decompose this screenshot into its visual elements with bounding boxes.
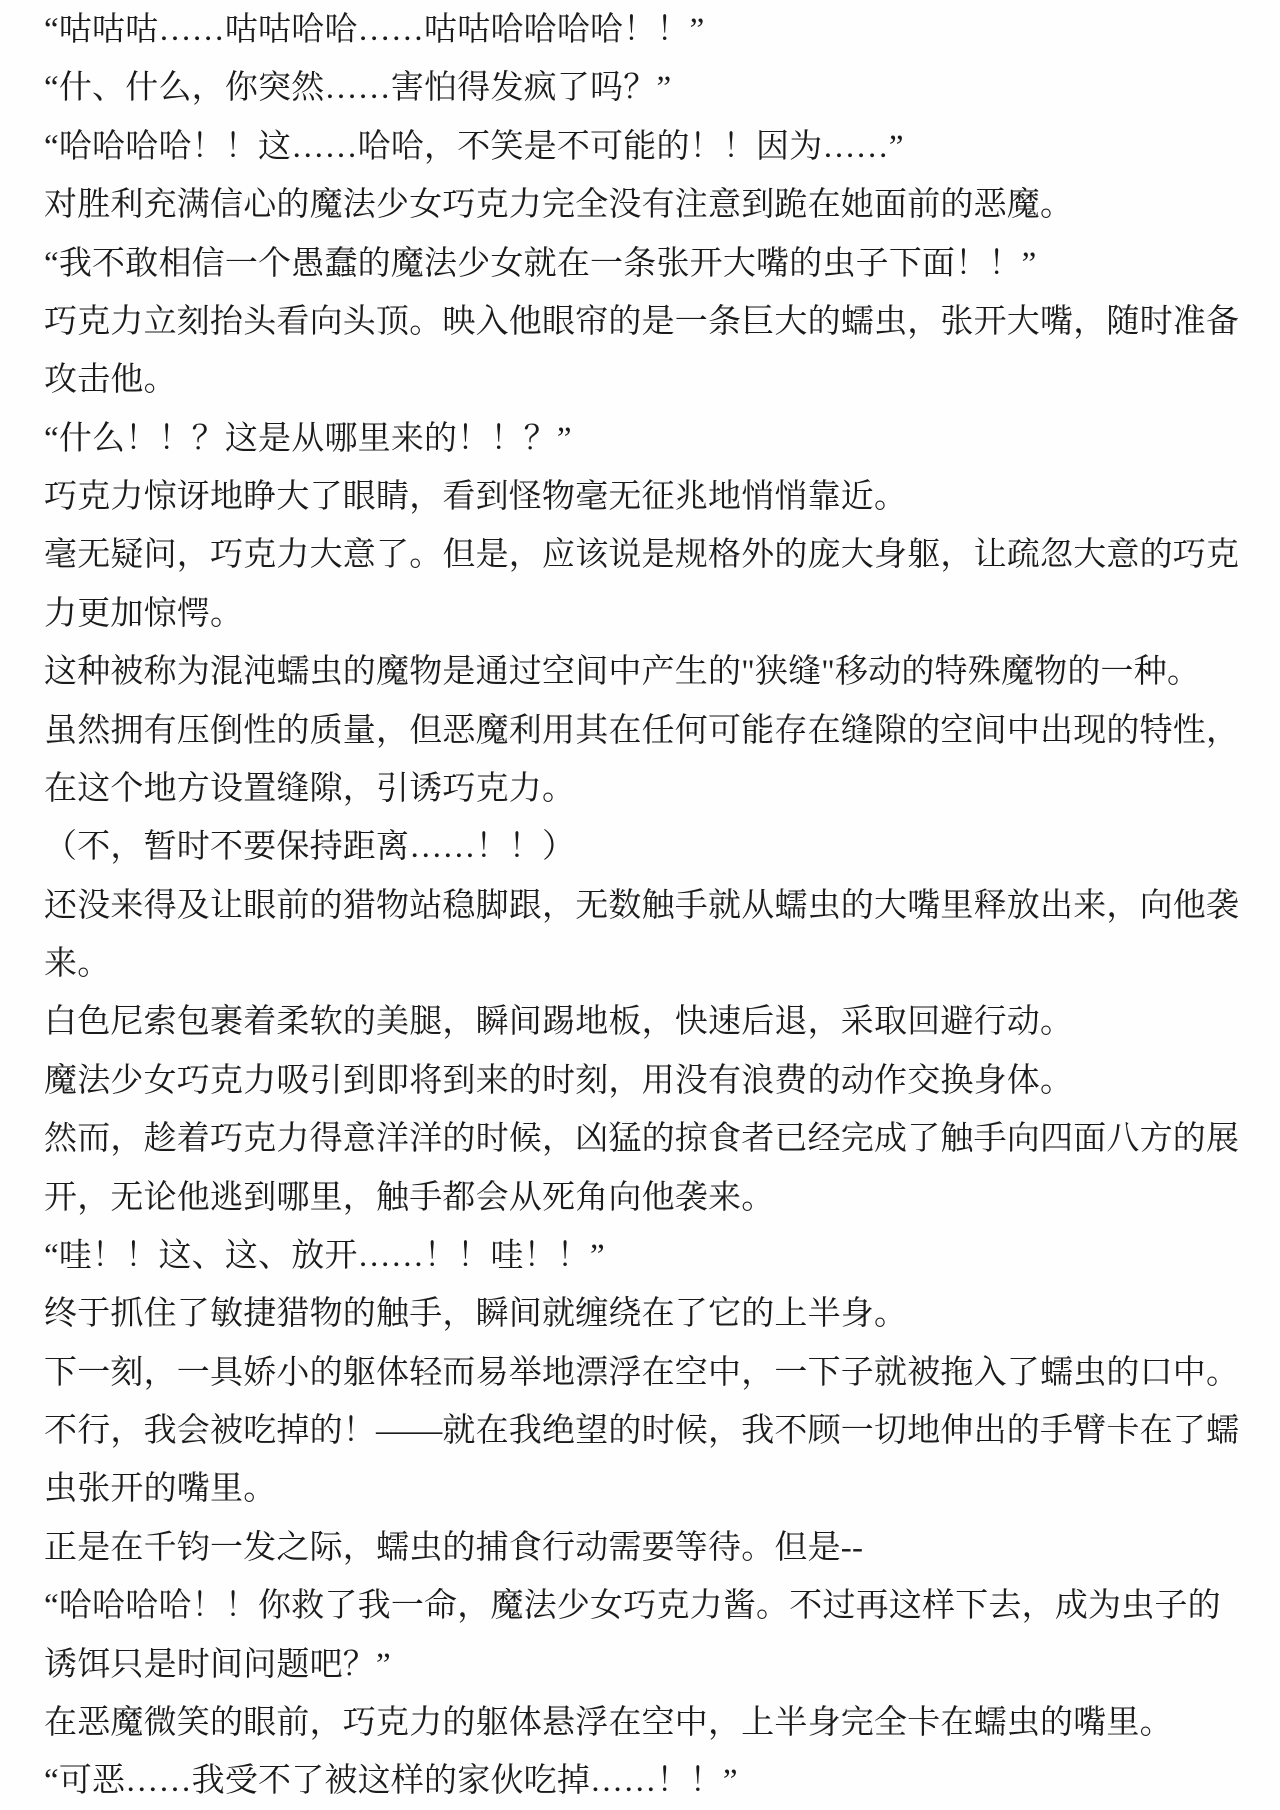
text-line: 魔法少女巧克力吸引到即将到来的时刻，用没有浪费的动作交换身体。	[44, 1062, 1074, 1099]
text-line: “咕咕咕……咕咕哈哈……咕咕哈哈哈哈！！”	[44, 12, 705, 48]
text-line: 正是在千钧一发之际，蠕虫的捕食行动需要等待。但是--	[44, 1529, 864, 1566]
text-line: 终于抓住了敏捷猎物的触手，瞬间就缠绕在了它的上半身。	[44, 1296, 908, 1333]
text-line: “哇！！这、这、放开……！！哇！！”	[44, 1237, 605, 1274]
text-line: 攻击他。	[44, 362, 177, 399]
text-line: “可恶……我受不了被这样的家伙吃掉……！！”	[44, 1763, 738, 1800]
text-line: 毫无疑问，巧克力大意了。但是，应该说是规格外的庞大身躯，让疏忽大意的巧克	[44, 537, 1240, 574]
text-line: 对胜利充满信心的魔法少女巧克力完全没有注意到跪在她面前的恶魔。	[44, 187, 1074, 224]
text-line: “哈哈哈哈！！这……哈哈，不笑是不可能的！！因为……”	[44, 128, 904, 165]
text-line: 还没来得及让眼前的猎物站稳脚跟，无数触手就从蠕虫的大嘴里释放出来，向他袭	[44, 887, 1240, 924]
text-line: 下一刻，一具娇小的躯体轻而易举地漂浮在空中，一下子就被拖入了蠕虫的口中。	[44, 1354, 1240, 1391]
text-line: 诱饵只是时间问题吧？”	[44, 1646, 391, 1683]
text-line: “什么！！？这是从哪里来的！！？”	[44, 420, 572, 457]
text-line: 在恶魔微笑的眼前，巧克力的躯体悬浮在空中，上半身完全卡在蠕虫的嘴里。	[44, 1704, 1173, 1741]
text-line: 虽然拥有压倒性的质量，但恶魔利用其在任何可能存在缝隙的空间中出现的特性，	[44, 712, 1240, 749]
text-line: 然而，趁着巧克力得意洋洋的时候，凶猛的掠食者已经完成了触手向四面八方的展	[44, 1121, 1240, 1158]
text-line: （不，暂时不要保持距离……！！）	[44, 829, 576, 866]
text-line: 巧克力惊讶地睁大了眼睛，看到怪物毫无征兆地悄悄靠近。	[44, 479, 908, 515]
text-line: 在这个地方设置缝隙，引诱巧克力。	[44, 770, 576, 807]
text-line: 巧克力立刻抬头看向头顶。映入他眼帘的是一条巨大的蠕虫，张开大嘴，随时准备	[44, 303, 1240, 340]
text-line: 力更加惊愕。	[44, 595, 244, 632]
text-line: 虫张开的嘴里。	[44, 1471, 277, 1508]
text-line: 不行，我会被吃掉的！——就在我绝望的时候，我不顾一切地伸出的手臂卡在了蠕	[44, 1413, 1240, 1449]
text-line: 来。	[44, 946, 111, 982]
text-line: 白色尼索包裹着柔软的美腿，瞬间踢地板，快速后退，采取回避行动。	[44, 1004, 1074, 1041]
text-line: “什、什么，你突然……害怕得发疯了吗？”	[44, 70, 672, 107]
text-line: “哈哈哈哈！！你救了我一命，魔法少女巧克力酱。不过再这样下去，成为虫子的	[44, 1588, 1221, 1625]
text-line: 这种被称为混沌蠕虫的魔物是通过空间中产生的"狭缝"移动的特殊魔物的一种。	[44, 654, 1201, 691]
text-line: “我不敢相信一个愚蠢的魔法少女就在一条张开大嘴的虫子下面！！”	[44, 245, 1037, 282]
text-line: 开，无论他逃到哪里，触手都会从死角向他袭来。	[44, 1179, 775, 1216]
